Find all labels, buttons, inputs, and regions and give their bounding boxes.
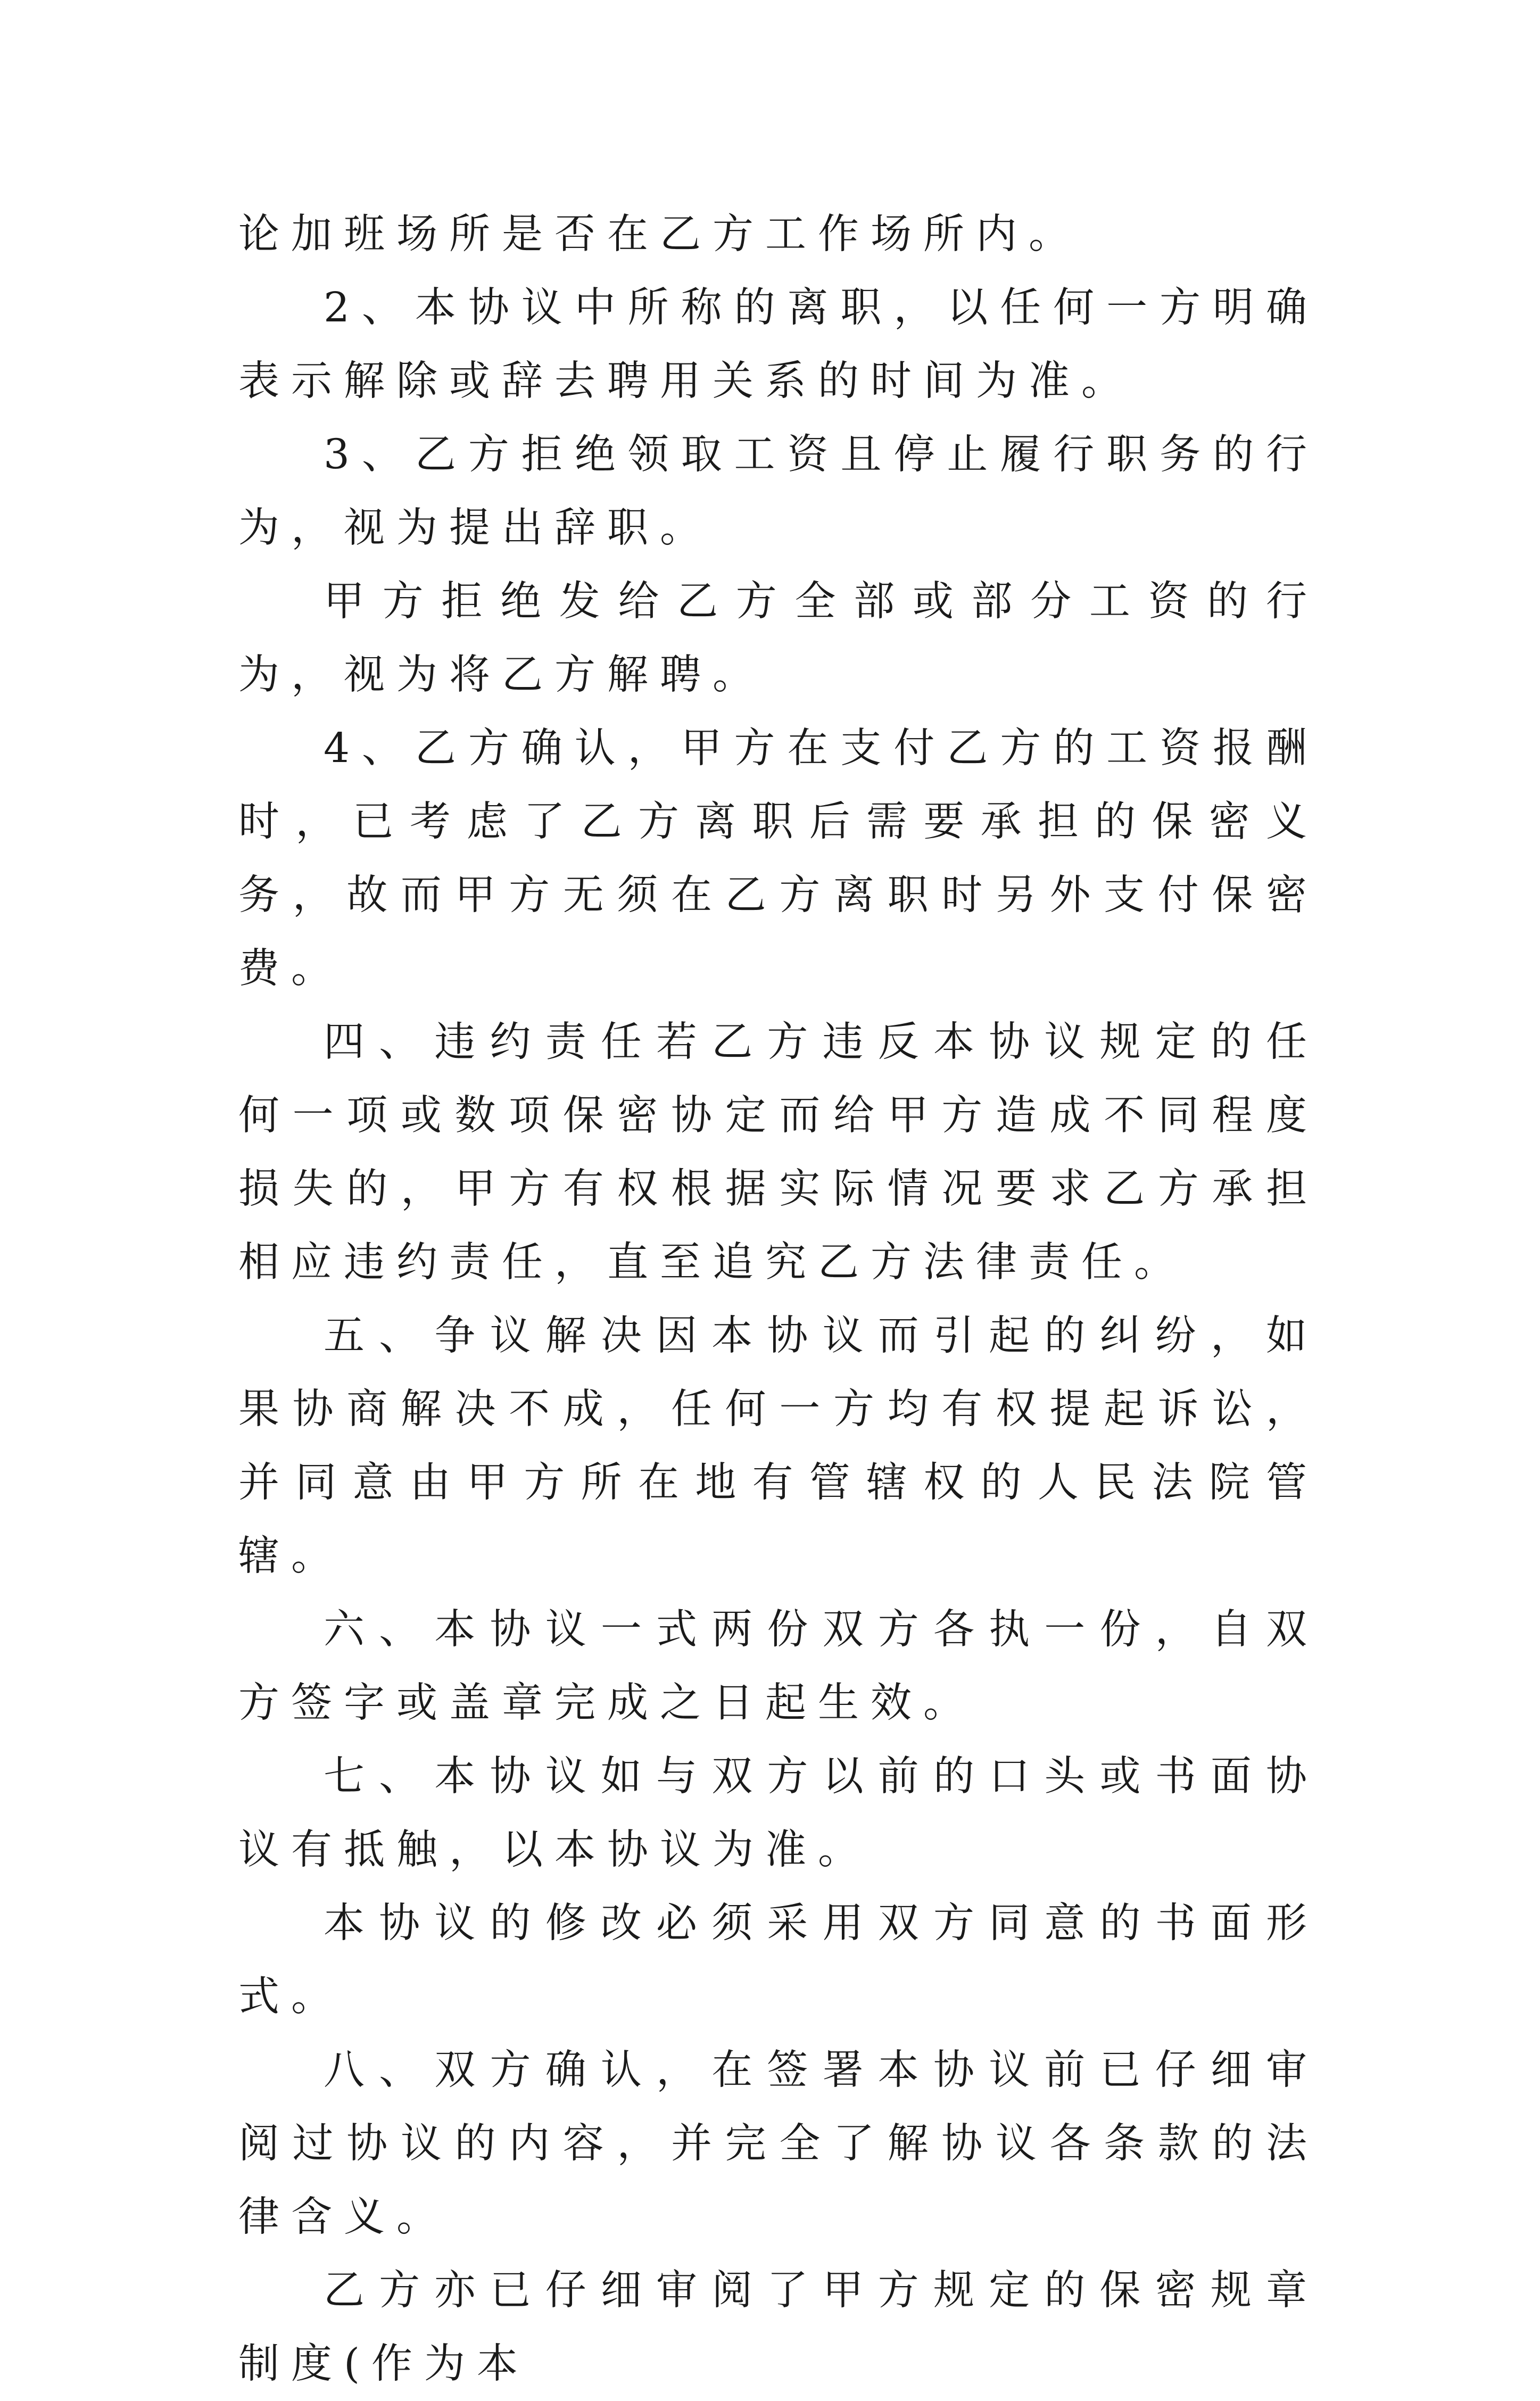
paragraph-11: 八、双方确认，在签署本协议前已仔细审阅过协议的内容，并完全了解协议各条款的法律含义。: [238, 2047, 1319, 2241]
paragraph-12: 乙方亦已仔细审阅了甲方规定的保密规章制度(作为本: [238, 2267, 1319, 2388]
document-body: [238, 198, 1319, 2401]
paragraph-9: 七、本协议如与双方以前的口头或书面协议有抵触，以本协议为准。: [238, 1753, 1319, 1874]
paragraph-10: 本协议的修改必须采用双方同意的书面形式。: [238, 1900, 1319, 2021]
paragraph-6: 四、违约责任若乙方违反本协议规定的任何一项或数项保密协定而给甲方造成不同程度损失的，甲方有权根据实际情况要求乙方承担相应违约责任，直至追究乙方法律责任。: [238, 1019, 1319, 1286]
paragraph-7: 五、争议解决因本协议而引起的纠纷，如果协商解决不成，任何一方均有权提起诉讼，并同意由甲方所在地有管辖权的人民法院管辖。: [238, 1312, 1319, 1580]
paragraph-8: 六、本协议一式两份双方各执一份，自双方签字或盖章完成之日起生效。: [238, 1606, 1319, 1727]
paragraph-1: 论加班场所是否在乙方工作场所内。: [238, 211, 1081, 258]
paragraph-4: 甲方拒绝发给乙方全部或部分工资的行为，视为将乙方解聘。: [238, 578, 1319, 699]
paragraph-3: 3、乙方拒绝领取工资且停止履行职务的行为，视为提出辞职。: [238, 431, 1319, 552]
paragraph-2: 2、本协议中所称的离职，以任何一方明确表示解除或辞去聘用关系的时间为准。: [238, 284, 1319, 405]
paragraph-5: 4、乙方确认，甲方在支付乙方的工资报酬时，已考虑了乙方离职后需要承担的保密义务，故而甲方无须在乙方离职时另外支付保密费。: [238, 725, 1319, 992]
